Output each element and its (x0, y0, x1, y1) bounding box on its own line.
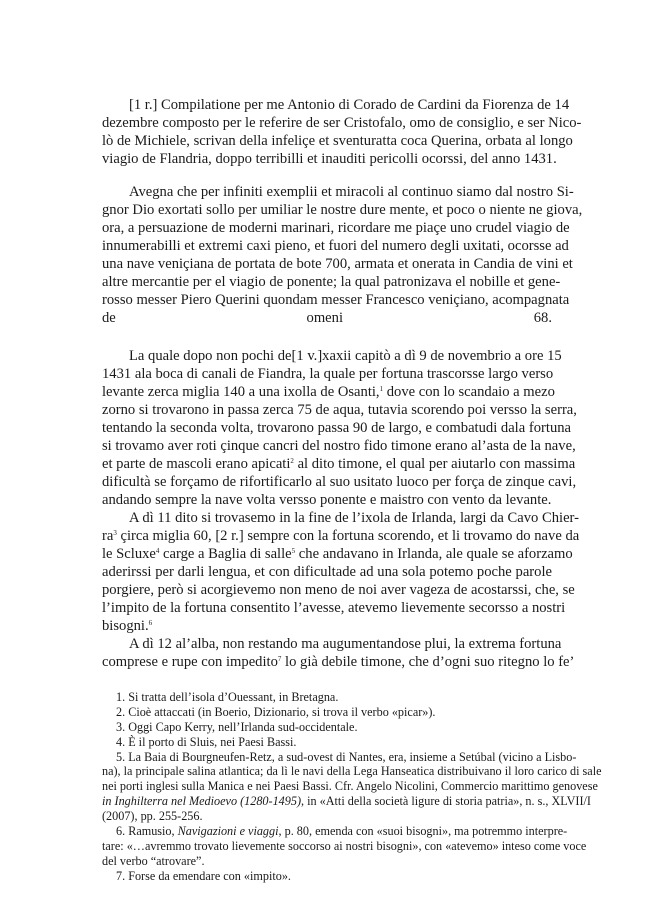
text-line: 1431 ala boca di canali de Fiandra, la quale per fortuna trascorsse largo verso (102, 366, 554, 382)
text-line: La quale dopo non pochi de[1 v.]xaxii capitò a dì 9 de novembrio a ore 15 (129, 348, 562, 364)
text-line: l’impito de la fortuna consentito l’avesse, atevemo lievemente secorsso a nostri (102, 600, 566, 616)
text-segment: et parte de mascoli erano apicati (102, 456, 291, 472)
footnote (102, 824, 568, 839)
text-segment: carge a Baglia di salle (159, 546, 292, 562)
text-line: A dì 12 al’alba, non restando ma augumentandose plui, la extrema fortuna (129, 636, 562, 652)
text-line: porgiere, però si acorgievemo non meno de noi aver vageza de acostarssi, che, se (102, 582, 575, 598)
footnote: 3. Oggi Capo Kerry, nell’Irlanda sud-occidentale. (116, 719, 358, 734)
text-line (102, 653, 575, 671)
footnote: tare: «…avremmo trovato lievemente soccorso ai nostri bisogni», con «atevemo» inteso come voce (102, 838, 587, 853)
text-line: [1 r.] Compilatione per me Antonio di Corado de Cardini da Fiorenza de 14 (129, 97, 570, 113)
text-line: A dì 11 dito si trovasemo in la fine de l’ixola de Irlanda, largi da Cavo Chier- (129, 510, 579, 526)
heading-paragraph (102, 96, 582, 168)
text-segment: Navigazioni e viaggi (177, 824, 279, 839)
text-line: ora, a persuazione de moderni marinari, ricordare me piaçe uno crudel viagio de (102, 220, 570, 236)
paragraph-2 (102, 347, 577, 509)
footnote-ref: 2 (290, 457, 294, 465)
text-segment: dove con lo scandaio a mezo (383, 384, 555, 400)
text-line (102, 527, 580, 545)
text-line (102, 617, 552, 635)
text-line: gnor Dio exortati sollo per umiliar le nostre dure mente, et poco o niente ne giova, (102, 202, 583, 218)
footnote: 1. Si tratta dell’isola d’Ouessant, in Bretagna. (116, 690, 339, 704)
text-line: si trovamo aver roti çinque cancri del nostro fido timone erano al’asta de la nave, (102, 438, 576, 454)
footnote-ref: 5 (291, 547, 296, 555)
text-line: aderirssi per darli lengua, et con dificultade ad una sola potemo poche parole (102, 564, 552, 580)
text-segment: bisogni. (102, 618, 149, 634)
text-line (102, 455, 576, 473)
text-segment: lo già debile timone, che d’ogni suo ritegno lo fe’ (281, 654, 575, 670)
footnote-ref: 1 (379, 385, 384, 393)
footnote: del verbo “atrovare”. (102, 853, 205, 868)
text-line: rosso messer Piero Querini quondam messer Francesco veniçiano, acompagnata (102, 292, 570, 308)
text-segment: che andavano in Irlanda, ale quale se aforzamo (295, 546, 573, 562)
footnote-ref: 4 (155, 547, 160, 555)
text-line: viagio de Flandria, doppo terribilli et inauditi pericolli ocorssi, del anno 1431. (102, 151, 557, 167)
text-segment: comprese e rupe con impedito (102, 654, 278, 670)
text-line: de omeni 68. (102, 310, 552, 326)
footnotes (102, 690, 602, 884)
footnote (102, 794, 591, 809)
text-line: andando sempre la nave volta versso ponente e maistro con vento da levante. (102, 492, 552, 508)
text-segment: in Inghilterra nel Medioevo (1280-1495) (102, 794, 302, 809)
text-line (102, 327, 552, 345)
footnote: 7. Forse da emendare con «impito». (116, 868, 291, 883)
text-line (102, 545, 573, 563)
text-segment: levante zerca miglia 140 a una ixolla de Osanti, (102, 384, 380, 400)
footnote-ref: 6 (148, 619, 153, 627)
footnote: (2007), pp. 255-256. (102, 809, 203, 824)
paragraph-3 (102, 509, 580, 635)
paragraph-1 (102, 183, 583, 345)
text-line: zorno si trovarono in passa zerca 75 de aqua, tutavia scorendo poi versso la serra, (102, 402, 577, 418)
text-segment: le Scluxe (102, 546, 156, 562)
text-segment: , p. 80, emenda con «suoi bisogni», ma potremmo interpre- (278, 824, 568, 839)
text-line: dezembre composto per le referire de ser Cristofalo, omo de consiglio, e ser Nico- (102, 115, 582, 131)
footnote-ref: 3 (113, 529, 117, 537)
text-line: Avegna che per infiniti exemplii et miracoli al continuo siamo dal nostro Si- (129, 184, 574, 200)
text-line: una nave veniçiana de portata de bote 700, armata et onerata in Candia de vini et (102, 256, 573, 272)
footnote: 5. La Baia di Bourgneufen-Retz, a sud-ovest di Nantes, era, insieme a Setúbal (vicino a Lisbo- (116, 749, 577, 764)
text-segment: al dito timone, el qual per aiutarlo con massima (293, 456, 576, 472)
text-line: tentando la seconda volta, trovarono passa 90 de largo, e combatudi dala fortuna (102, 420, 572, 436)
footnote: 4. È il porto di Sluis, nei Paesi Bassi. (116, 734, 297, 749)
text-line: lò de Michiele, scrivan della infeliçe et sventuratta coca Querina, orbata al longo (102, 133, 573, 149)
footnote-ref: 7 (277, 655, 282, 663)
text-line: altre mercantie per el viagio de ponente; la qual patronizava el nobille et gene- (102, 274, 561, 290)
text-segment: çirca miglia 60, [2 r.] sempre con la fortuna scorendo, et li trovamo do nave da (116, 528, 580, 544)
text-segment: 6. Ramusio, (116, 824, 178, 839)
text-segment: ra (102, 528, 114, 544)
paragraph-4 (102, 635, 575, 671)
text-line: innumerabilli et extremi caxi pieno, et fuori del numero degli uxitati, ocorsse ad (102, 238, 569, 254)
text-segment: , in «Atti della società ligure di storia patria», n. s., XLVII/I (301, 794, 591, 809)
footnote: na), la principale salina atlantica; da lì le navi della Lega Hanseatica distribuivano il loro carico di sale (102, 764, 602, 779)
footnote: 2. Cioè attaccati (in Boerio, Dizionario, si trova il verbo «picar»). (116, 704, 436, 719)
text-line (102, 383, 555, 401)
text-line: dificultà se forçamo de rifortificarlo al suo usitato luoco per força de zinque cavi, (102, 474, 577, 490)
footnote: nei porti inglesi sulla Manica e nei Paesi Bassi. Cfr. Angelo Nicolini, Commercio marittimo genovese (102, 779, 598, 794)
